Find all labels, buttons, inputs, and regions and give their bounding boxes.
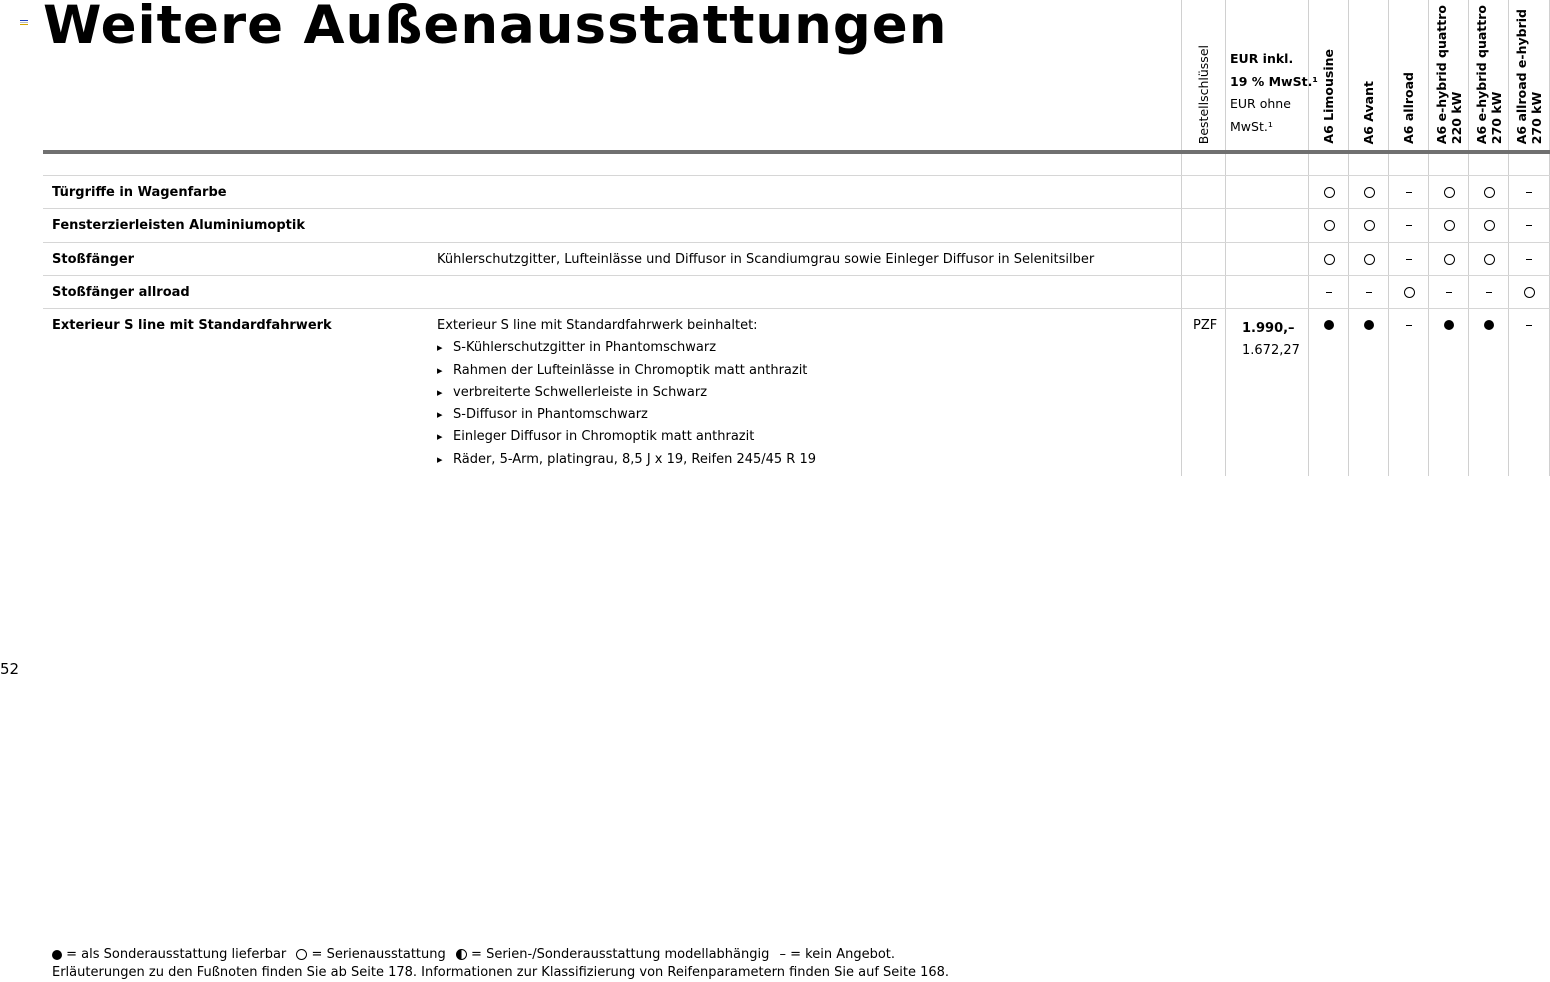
filled-circle-icon [1444,320,1454,330]
feature-name: Exterieur S line mit Standardfahrwerk [52,318,332,333]
circle-icon [1324,220,1335,231]
availability-mark [1469,317,1509,333]
availability-mark [1389,284,1429,300]
availability-mark [1429,284,1469,300]
flag-icon [20,20,28,26]
dash-icon [1406,259,1412,260]
availability-mark [1349,317,1389,333]
circle-icon [1364,187,1375,198]
dash-icon [1526,225,1532,226]
availability-mark [1349,251,1389,267]
table-row [43,275,1550,308]
filled-circle-icon [1364,320,1374,330]
circle-icon [1484,220,1495,231]
dash-icon [1366,292,1372,293]
bullet-item: ▸ Rahmen der Lufteinlässe in Chromoptik matt anthrazit [437,363,816,385]
availability-mark [1469,217,1509,233]
availability-mark [1509,251,1549,267]
dash-icon [1406,225,1412,226]
header-price: EUR inkl. 19 % MwSt.¹ EUR ohne MwSt.¹ [1230,51,1318,134]
availability-mark [1469,251,1509,267]
availability-mark [1309,184,1349,200]
circle-icon [1364,220,1375,231]
availability-mark [1309,251,1349,267]
dash-icon [1406,325,1412,326]
availability-mark [1509,284,1549,300]
dash-icon [1486,292,1492,293]
availability-mark [1389,217,1429,233]
price-excl: 1.672,27 [1242,343,1300,359]
legend: = als Sonderausstattung lieferbar = Serienausstattung = Serien-/Sonderausstattung modellabhängig – = kein Angebot. Erläuterungen zu den Fußnoten finden Sie ab Seite 178. Informationen zur Klassifizierung von Reifenparametern finden Sie auf Seite 168. [52,947,950,980]
bullet-item: ▸ Räder, 5-Arm, platingrau, 8,5 J x 19, Reifen 245/45 R 19 [437,452,816,474]
availability-mark [1469,284,1509,300]
feature-name: Türgriffe in Wagenfarbe [52,185,227,200]
availability-mark [1429,251,1469,267]
header-order-key: Bestellschlüssel [1196,44,1211,144]
page-title: Weitere Außenausstattungen [43,0,948,56]
header-model: A6 allroad e-hybrid 270 kW [1514,8,1544,144]
availability-mark [1509,317,1549,333]
feature-name: Fensterzierleisten Aluminiumoptik [52,218,305,233]
bullet-item: ▸ verbreiterte Schwellerleiste in Schwarz [437,385,816,407]
circle-icon [1484,254,1495,265]
header-rule [43,150,1550,154]
dash-icon [1406,192,1412,193]
availability-mark [1509,184,1549,200]
dash-icon [1326,292,1332,293]
availability-mark [1309,284,1349,300]
availability-mark [1429,317,1469,333]
header-model: A6 Avant [1361,80,1376,144]
header-model: A6 e-hybrid quattro 220 kW [1433,4,1464,144]
availability-mark [1389,251,1429,267]
description-intro: Exterieur S line mit Standardfahrwerk beinhaltet: [437,318,758,333]
dash-icon [1526,325,1532,326]
dash-icon [1446,292,1452,293]
feature-description: Kühlerschutzgitter, Lufteinlässe und Diffusor in Scandiumgrau sowie Einleger Diffusor in Selenitsilber [437,252,1095,267]
circle-icon [1444,254,1455,265]
availability-mark [1309,217,1349,233]
circle-icon [1324,254,1335,265]
dash-icon [1526,192,1532,193]
half-circle-icon [456,949,467,960]
availability-mark [1309,317,1349,333]
header-model: A6 e-hybrid quattro 270 kW [1473,4,1504,144]
feature-name: Stoßfänger [52,252,135,267]
bullet-item: ▸ S-Kühlerschutzgitter in Phantomschwarz [437,340,816,362]
circle-icon [1444,220,1455,231]
circle-icon [1524,287,1535,298]
filled-circle-icon [52,950,62,960]
circle-icon [1484,187,1495,198]
header-model: A6 Limousine [1321,49,1336,144]
bullet-item: ▸ Einleger Diffusor in Chromoptik matt anthrazit [437,429,816,451]
circle-icon [1324,187,1335,198]
circle-icon [1404,287,1415,298]
table-row [43,242,1550,275]
circle-icon [1364,254,1375,265]
availability-mark [1349,184,1389,200]
availability-mark [1509,217,1549,233]
price-incl: 1.990,– [1242,321,1295,336]
circle-icon [1444,187,1455,198]
availability-mark [1429,217,1469,233]
price [1242,318,1300,363]
table-row [43,208,1550,242]
legend-note: Erläuterungen zu den Fußnoten finden Sie ab Seite 178. Informationen zur Klassifizierung von Reifenparametern finden Sie auf Seite 168. [52,965,950,980]
circle-icon [296,949,307,960]
bullet-item: ▸ S-Diffusor in Phantomschwarz [437,407,816,429]
dash-icon [1526,259,1532,260]
feature-name: Stoßfänger allroad [52,285,190,300]
filled-circle-icon [1484,320,1494,330]
filled-circle-icon [1324,320,1334,330]
table-row [43,175,1550,208]
header-model: A6 allroad [1401,72,1416,144]
availability-mark [1429,184,1469,200]
availability-mark [1389,317,1429,333]
page-number: 52 [0,660,20,678]
feature-description [437,318,816,474]
availability-mark [1349,217,1389,233]
availability-mark [1389,184,1429,200]
order-code: PZF [1193,318,1218,333]
availability-mark [1349,284,1389,300]
availability-mark [1469,184,1509,200]
table-row [43,308,1550,476]
